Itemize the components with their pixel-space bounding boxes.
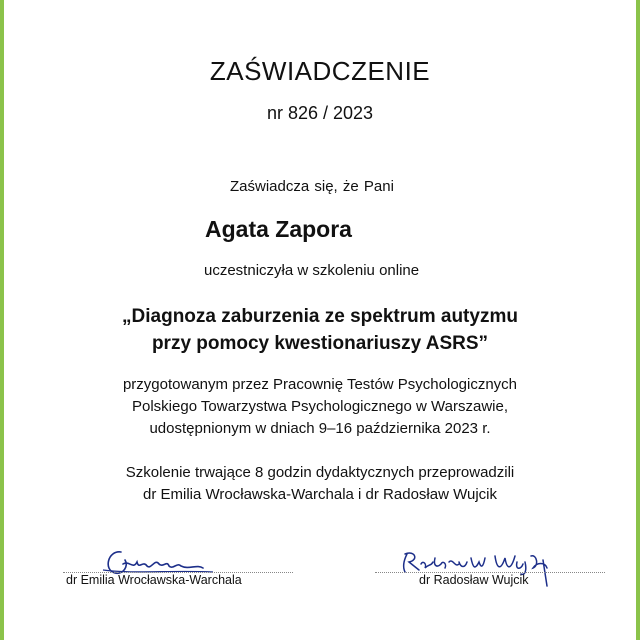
prepared-line-3: udostępnionym w dniach 9–16 października 2023 r. bbox=[149, 420, 491, 437]
prepared-by-text bbox=[0, 374, 640, 440]
certificate-number: nr 826 / 2023 bbox=[266, 103, 374, 123]
course-title-line-2: przy pomocy kwestionariuszy ASRS” bbox=[151, 333, 489, 354]
certificate-intro: Zaświadcza się, że Pani bbox=[230, 178, 394, 195]
course-title bbox=[0, 303, 640, 357]
signature-label-left: dr Emilia Wrocławska-Warchala bbox=[66, 573, 242, 587]
certificate-title: ZAŚWIADCZENIE bbox=[209, 56, 431, 86]
duration-line-1: Szkolenie trwające 8 godzin dydaktycznych przeprowadzili bbox=[125, 464, 515, 481]
course-title-line-1: „Diagnoza zaburzenia ze spektrum autyzmu bbox=[122, 306, 518, 327]
participation-text: uczestniczyła w szkoleniu online bbox=[204, 262, 420, 279]
signature-block-left bbox=[63, 540, 293, 595]
duration-text bbox=[0, 462, 640, 506]
signature-label-right: dr Radosław Wujcik bbox=[419, 573, 529, 587]
prepared-line-2: Polskiego Towarzystwa Psychologicznego w Warszawie, bbox=[132, 398, 508, 415]
duration-line-2: dr Emilia Wrocławska-Warchala i dr Radosław Wujcik bbox=[143, 486, 497, 503]
prepared-line-1: przygotowanym przez Pracownię Testów Psychologicznych bbox=[122, 376, 518, 393]
signature-block-right bbox=[375, 540, 605, 595]
recipient-name: Agata Zapora bbox=[205, 216, 352, 242]
